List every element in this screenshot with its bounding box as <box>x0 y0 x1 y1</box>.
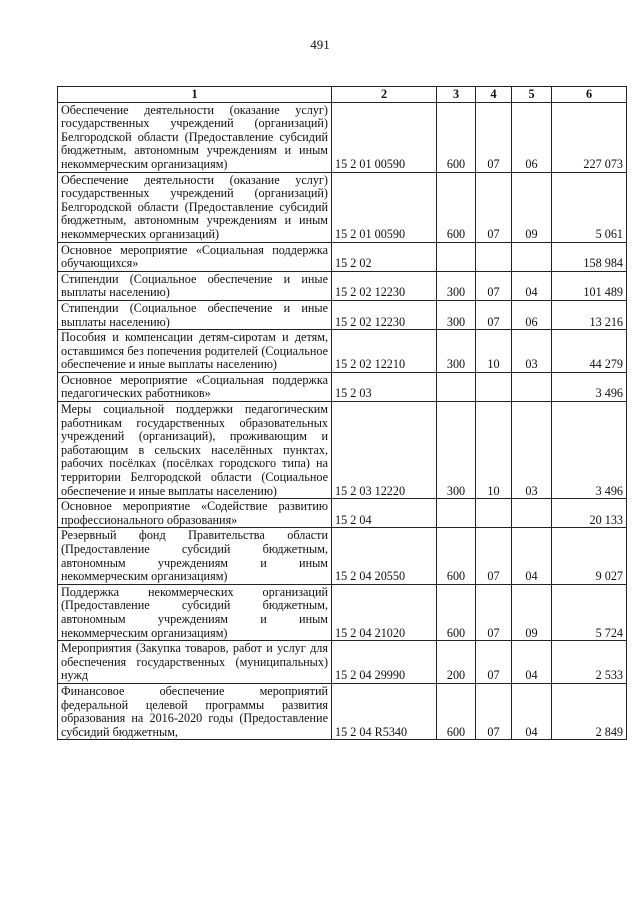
row-name: Обеспечение деятельности (оказание услуг) государственных учреждений (организаций) Белгородской области (Предоставление субсидий бюджетным, автономным учреждениям и иным некоммерческих организаций) <box>58 172 332 242</box>
row-col-3: 300 <box>437 271 476 300</box>
header-col-4: 4 <box>476 87 512 103</box>
row-col-4: 07 <box>476 584 512 640</box>
table-header-row <box>58 87 627 103</box>
row-col-4: 07 <box>476 102 512 172</box>
row-col-3: 600 <box>437 683 476 739</box>
header-col-3: 3 <box>437 87 476 103</box>
row-col-4 <box>476 499 512 528</box>
row-col-3: 600 <box>437 172 476 242</box>
row-col-5: 09 <box>512 172 552 242</box>
row-col-3: 300 <box>437 330 476 373</box>
table-row <box>58 330 627 373</box>
row-col-4: 10 <box>476 402 512 499</box>
row-name: Поддержка некоммерческих организаций (Предоставление субсидий бюджетным, автономным учреждениям и иным некоммерческим организациям) <box>58 584 332 640</box>
table-row <box>58 683 627 739</box>
header-col-1: 1 <box>58 87 332 103</box>
row-col-5 <box>512 499 552 528</box>
row-name: Основное мероприятие «Содействие развитию профессионального образования» <box>58 499 332 528</box>
row-col-3: 300 <box>437 300 476 329</box>
row-amount: 3 496 <box>552 402 627 499</box>
row-code: 15 2 01 00590 <box>332 172 437 242</box>
row-col-5 <box>512 242 552 271</box>
table-row <box>58 172 627 242</box>
table-row <box>58 242 627 271</box>
row-amount: 5 061 <box>552 172 627 242</box>
table-row <box>58 300 627 329</box>
table-row <box>58 102 627 172</box>
row-code: 15 2 02 12230 <box>332 300 437 329</box>
row-name: Пособия и компенсации детям-сиротам и детям, оставшимся без попечения родителей (Социальное обеспечение и иные выплаты населению) <box>58 330 332 373</box>
row-col-4: 07 <box>476 271 512 300</box>
row-col-3: 600 <box>437 528 476 584</box>
table-row <box>58 499 627 528</box>
table-row <box>58 641 627 684</box>
header-col-6: 6 <box>552 87 627 103</box>
row-amount: 5 724 <box>552 584 627 640</box>
row-amount: 227 073 <box>552 102 627 172</box>
row-col-4: 07 <box>476 528 512 584</box>
row-code: 15 2 03 <box>332 372 437 401</box>
row-name: Основное мероприятие «Социальная поддержка педагогических работников» <box>58 372 332 401</box>
row-code: 15 2 04 21020 <box>332 584 437 640</box>
row-code: 15 2 01 00590 <box>332 102 437 172</box>
row-amount: 101 489 <box>552 271 627 300</box>
row-name: Меры социальной поддержки педагогическим работникам государственных образовательных учреждений (организаций), проживающим и работающим в сельских населённых пунктах, рабочих посёлках (посёлках городского типа) на территории Белгородской области (Социальное обеспечение и иные выплаты населению) <box>58 402 332 499</box>
row-col-4: 07 <box>476 300 512 329</box>
row-col-5: 03 <box>512 402 552 499</box>
row-amount: 13 216 <box>552 300 627 329</box>
page-number: 491 <box>310 37 330 52</box>
row-code: 15 2 04 R5340 <box>332 683 437 739</box>
row-col-3: 600 <box>437 584 476 640</box>
row-col-5: 03 <box>512 330 552 373</box>
row-name: Основное мероприятие «Социальная поддержка обучающихся» <box>58 242 332 271</box>
row-col-4 <box>476 242 512 271</box>
row-name: Мероприятия (Закупка товаров, работ и услуг для обеспечения государственных (муниципальных) нужд <box>58 641 332 684</box>
row-col-4: 10 <box>476 330 512 373</box>
row-col-5: 06 <box>512 300 552 329</box>
row-code: 15 2 03 12220 <box>332 402 437 499</box>
row-code: 15 2 04 29990 <box>332 641 437 684</box>
header-col-2: 2 <box>332 87 437 103</box>
table-row <box>58 584 627 640</box>
table-row <box>58 372 627 401</box>
row-col-3 <box>437 372 476 401</box>
row-name: Финансовое обеспечение мероприятий федеральной целевой программы развития образования на 2016-2020 годы (Предоставление субсидий бюджетным, <box>58 683 332 739</box>
row-amount: 9 027 <box>552 528 627 584</box>
row-col-5: 04 <box>512 528 552 584</box>
table-row <box>58 271 627 300</box>
row-code: 15 2 04 <box>332 499 437 528</box>
row-col-5 <box>512 372 552 401</box>
row-col-3: 300 <box>437 402 476 499</box>
row-amount: 2 849 <box>552 683 627 739</box>
row-col-3 <box>437 499 476 528</box>
row-col-3: 200 <box>437 641 476 684</box>
row-code: 15 2 02 12230 <box>332 271 437 300</box>
row-col-4 <box>476 372 512 401</box>
row-code: 15 2 02 12210 <box>332 330 437 373</box>
row-col-3 <box>437 242 476 271</box>
row-col-4: 07 <box>476 683 512 739</box>
row-amount: 44 279 <box>552 330 627 373</box>
row-name: Стипендии (Социальное обеспечение и иные выплаты населению) <box>58 300 332 329</box>
row-col-3: 600 <box>437 102 476 172</box>
row-col-4: 07 <box>476 641 512 684</box>
row-code: 15 2 04 20550 <box>332 528 437 584</box>
row-col-5: 06 <box>512 102 552 172</box>
row-col-5: 04 <box>512 641 552 684</box>
row-amount: 3 496 <box>552 372 627 401</box>
table-row <box>58 402 627 499</box>
row-amount: 158 984 <box>552 242 627 271</box>
row-code: 15 2 02 <box>332 242 437 271</box>
row-name: Резервный фонд Правительства области (Предоставление субсидий бюджетным, автономным учреждениям и иным некоммерческим организациям) <box>58 528 332 584</box>
budget-table <box>57 86 627 740</box>
row-col-5: 09 <box>512 584 552 640</box>
row-name: Стипендии (Социальное обеспечение и иные выплаты населению) <box>58 271 332 300</box>
row-col-5: 04 <box>512 683 552 739</box>
table-row <box>58 528 627 584</box>
header-col-5: 5 <box>512 87 552 103</box>
row-amount: 20 133 <box>552 499 627 528</box>
row-col-4: 07 <box>476 172 512 242</box>
row-amount: 2 533 <box>552 641 627 684</box>
row-name: Обеспечение деятельности (оказание услуг) государственных учреждений (организаций) Белгородской области (Предоставление субсидий бюджетным, автономным учреждениям и иным некоммерческим организациям) <box>58 102 332 172</box>
row-col-5: 04 <box>512 271 552 300</box>
